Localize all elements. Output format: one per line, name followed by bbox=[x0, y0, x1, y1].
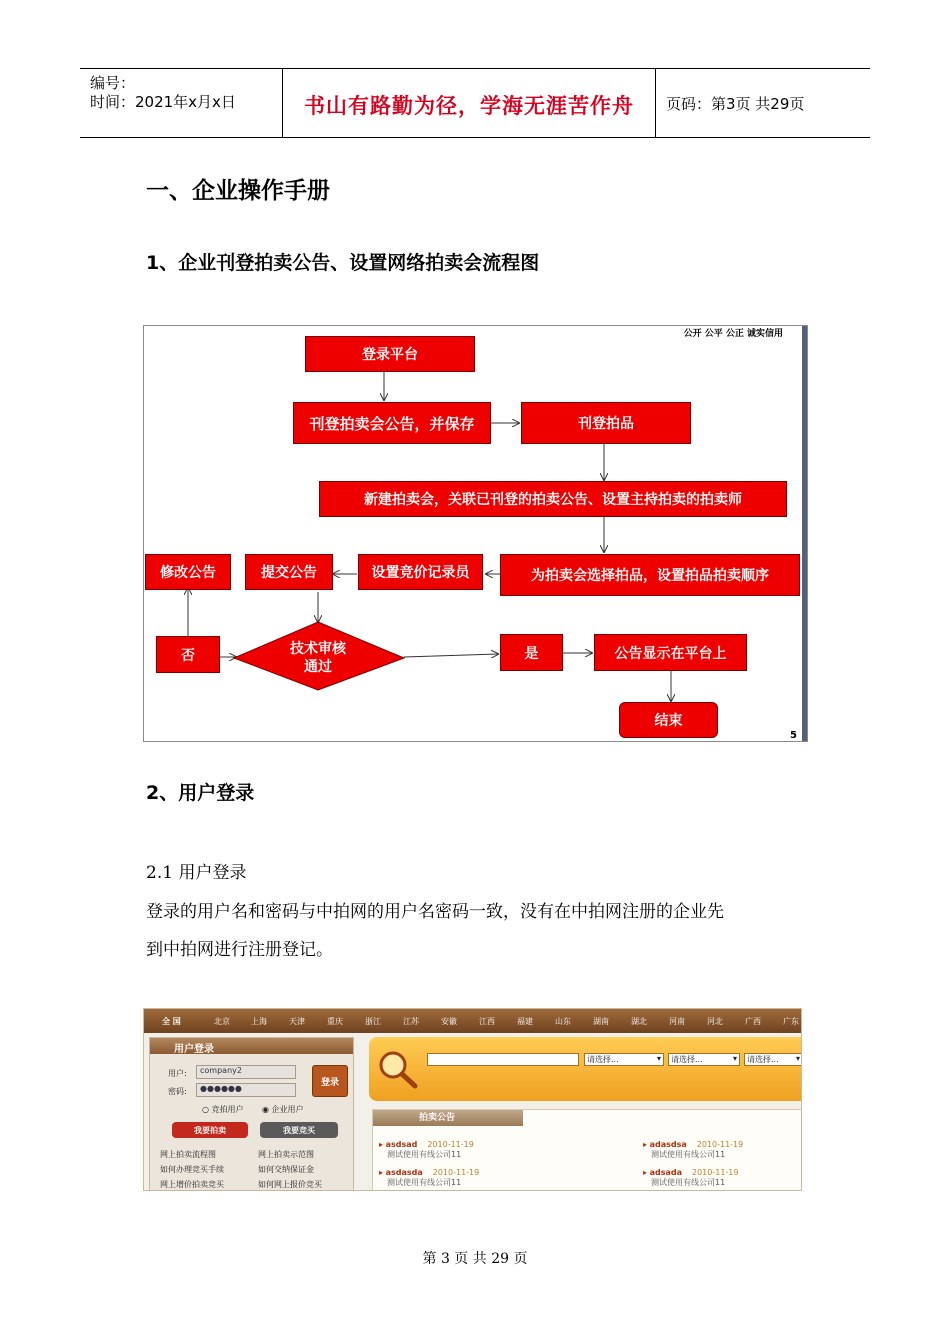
section1-subtitle: 1、企业刊登拍卖公告、设置网络拍卖会流程图 bbox=[146, 252, 540, 274]
paragraph-line2: 到中拍网进行注册登记。 bbox=[146, 940, 333, 960]
page-footer: 第 3 页 共 29 页 bbox=[422, 1251, 528, 1267]
username-input[interactable]: company2 bbox=[196, 1065, 296, 1079]
notice-item[interactable]: ▸ adsada 2010-11-19 测试使用有线公司11 bbox=[643, 1168, 739, 1187]
nav-item[interactable]: 江西 bbox=[479, 1017, 495, 1026]
flow-arrows bbox=[144, 326, 807, 741]
radio-bidder[interactable]: ○ 竞拍用户 bbox=[202, 1105, 244, 1114]
buy-button[interactable]: 我要竞买 bbox=[260, 1122, 338, 1138]
node-end: 结束 bbox=[619, 702, 718, 738]
select-2[interactable]: 请选择... ▾ bbox=[668, 1053, 740, 1066]
nav-item[interactable]: 广西 bbox=[745, 1017, 761, 1026]
help-link[interactable]: 网上增价拍卖竞买 bbox=[160, 1180, 224, 1189]
help-link[interactable]: 网上拍卖流程图 bbox=[160, 1150, 216, 1159]
header-motto-cell bbox=[282, 69, 656, 137]
header-page-cell bbox=[656, 69, 870, 137]
nav-item[interactable]: 江苏 bbox=[403, 1017, 419, 1026]
select-1-value: 请选择... bbox=[587, 1055, 619, 1064]
radio-company-label: 企业用户 bbox=[271, 1105, 304, 1114]
flowchart bbox=[143, 325, 808, 742]
site-screenshot bbox=[143, 1008, 802, 1191]
node-publish-notice: 刊登拍卖会公告，并保存 bbox=[293, 402, 491, 444]
nav-item[interactable]: 全 国 bbox=[162, 1017, 181, 1026]
notice-item[interactable]: ▸ asdsad 2010-11-19 测试使用有线公司11 bbox=[379, 1140, 474, 1159]
nav-item[interactable]: 上海 bbox=[251, 1017, 267, 1026]
page-header bbox=[80, 68, 870, 138]
section2-title: 2、用户登录 bbox=[146, 782, 255, 804]
user-label: 用户: bbox=[168, 1069, 187, 1078]
help-link[interactable]: 如何交纳保证金 bbox=[258, 1165, 314, 1174]
search-bar bbox=[369, 1037, 802, 1101]
review-line1: 技术审核 bbox=[290, 641, 346, 657]
select-2-value: 请选择... bbox=[671, 1055, 703, 1064]
notice-item[interactable]: ▸ asdasda 2010-11-19 测试使用有线公司11 bbox=[379, 1168, 480, 1187]
number-label: 编号： bbox=[90, 74, 136, 92]
sell-button[interactable]: 我要拍卖 bbox=[172, 1122, 248, 1138]
search-icon bbox=[375, 1049, 419, 1089]
node-set-recorder: 设置竞价记录员 bbox=[358, 554, 483, 590]
slide-number: 5 bbox=[790, 730, 797, 741]
nav-item[interactable]: 湖南 bbox=[593, 1017, 609, 1026]
node-review bbox=[274, 640, 362, 676]
node-select-items: 为拍卖会选择拍品，设置拍品拍卖顺序 bbox=[500, 554, 800, 596]
section1-title: 一、企业操作手册 bbox=[146, 178, 330, 204]
flow-slogan: 公开 公平 公正 诚实信用 bbox=[683, 329, 783, 339]
nav-item[interactable]: 重庆 bbox=[327, 1017, 343, 1026]
node-submit-notice: 提交公告 bbox=[245, 554, 333, 590]
radio-bidder-label: 竞拍用户 bbox=[211, 1105, 244, 1114]
review-line2: 通过 bbox=[304, 659, 332, 675]
node-login: 登录平台 bbox=[305, 336, 475, 372]
nav-item[interactable]: 天津 bbox=[289, 1017, 305, 1026]
notice-panel bbox=[372, 1109, 802, 1191]
radio-company[interactable]: ◉ 企业用户 bbox=[262, 1105, 304, 1114]
nav-item[interactable]: 北京 bbox=[214, 1017, 230, 1026]
notice-title: 拍卖公告 bbox=[373, 1110, 523, 1126]
search-input[interactable] bbox=[427, 1053, 579, 1066]
region-nav bbox=[144, 1009, 801, 1033]
login-title: 用户登录 bbox=[174, 1044, 214, 1055]
nav-item[interactable]: 河北 bbox=[707, 1017, 723, 1026]
node-modify-notice: 修改公告 bbox=[145, 554, 231, 590]
time-label: 时间：2021年x月x日 bbox=[90, 93, 236, 111]
nav-item[interactable]: 山东 bbox=[555, 1017, 571, 1026]
select-3-value: 请选择... bbox=[747, 1055, 779, 1064]
node-yes: 是 bbox=[500, 634, 563, 671]
node-publish-items: 刊登拍品 bbox=[521, 402, 691, 444]
header-meta bbox=[80, 69, 282, 137]
nav-item[interactable]: 湖北 bbox=[631, 1017, 647, 1026]
login-button[interactable]: 登录 bbox=[312, 1065, 348, 1097]
node-no: 否 bbox=[156, 636, 220, 673]
page-label: 页码：第3页 共29页 bbox=[666, 95, 805, 113]
help-link[interactable]: 网上拍卖示范图 bbox=[258, 1150, 314, 1159]
nav-item[interactable]: 河南 bbox=[669, 1017, 685, 1026]
node-display: 公告显示在平台上 bbox=[594, 634, 747, 671]
help-link[interactable]: 如何网上报价竞买 bbox=[258, 1180, 322, 1189]
paragraph-line1: 登录的用户名和密码与中拍网的用户名密码一致，没有在中拍网注册的企业先 bbox=[146, 902, 724, 922]
login-bar bbox=[150, 1038, 353, 1054]
pass-label: 密码: bbox=[168, 1087, 187, 1096]
node-new-auction: 新建拍卖会，关联已刊登的拍卖公告、设置主持拍卖的拍卖师 bbox=[319, 481, 787, 517]
nav-item[interactable]: 福建 bbox=[517, 1017, 533, 1026]
motto: 书山有路勤为径，学海无涯苦作舟 bbox=[304, 93, 634, 118]
notice-item[interactable]: ▸ adasdsa 2010-11-19 测试使用有线公司11 bbox=[643, 1140, 744, 1159]
select-3[interactable]: 请选择... ▾ bbox=[744, 1053, 802, 1066]
select-1[interactable]: 请选择... ▾ bbox=[584, 1053, 664, 1066]
section2-subtitle: 2.1 用户登录 bbox=[146, 863, 247, 883]
login-panel bbox=[149, 1037, 354, 1191]
nav-item[interactable]: 安徽 bbox=[441, 1017, 457, 1026]
help-link[interactable]: 如何办理竞买手续 bbox=[160, 1165, 224, 1174]
password-input[interactable]: ●●●●●● bbox=[196, 1083, 296, 1097]
nav-item[interactable]: 浙江 bbox=[365, 1017, 381, 1026]
nav-item[interactable]: 广东 bbox=[783, 1017, 799, 1026]
